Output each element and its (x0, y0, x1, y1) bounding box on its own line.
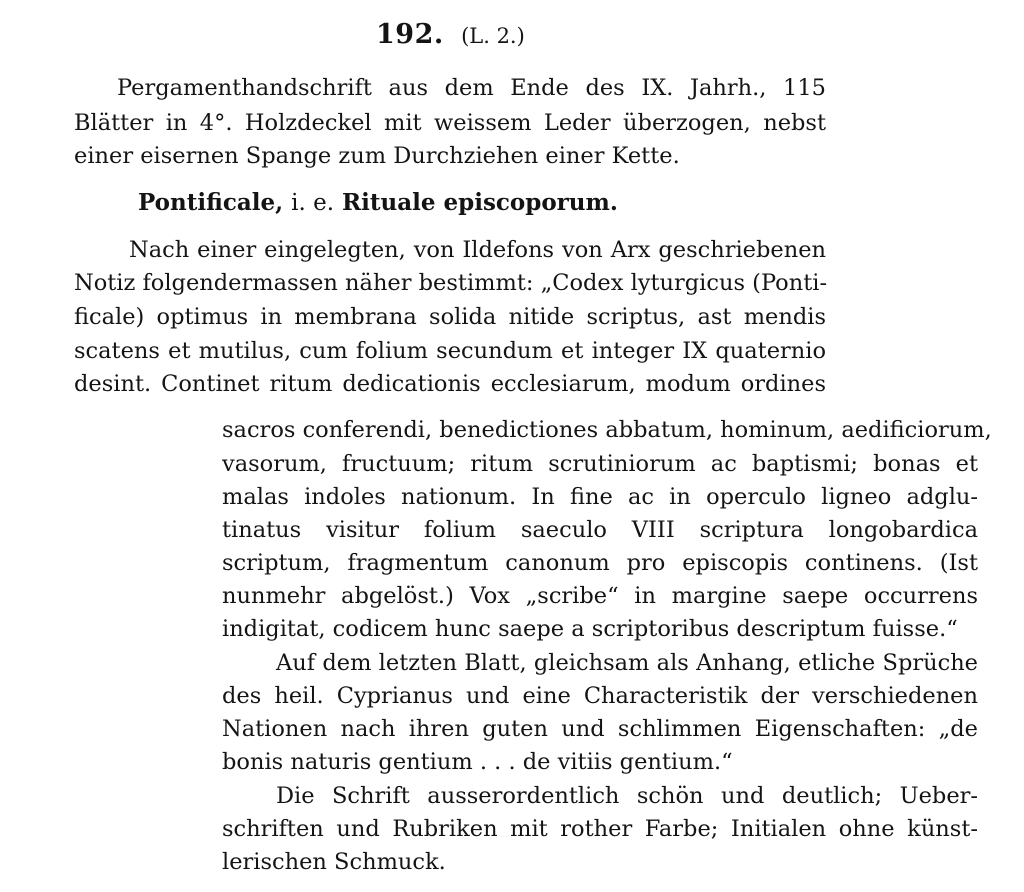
paragraph-line: Nach einer eingelegten, von Ildefons von Arx geschriebenen (129, 237, 826, 263)
paragraph-line: Notiz folgendermassen näher bestimmt: „Codex lyturgicus (Ponti- (74, 270, 828, 296)
paragraph-line: des heil. Cyprianus und eine Characteristik der verschiedenen (222, 683, 978, 709)
description-line: Blätter in 4°. Holzdeckel mit weissem Leder überzogen, nebst (74, 110, 826, 136)
paragraph-line: Die Schrift ausserordentlich schön und deutlich; Ueber- (276, 783, 978, 809)
paragraph-line: lerischen Schmuck. (222, 849, 446, 875)
paragraph-line: ficale) optimus in membrana solida nitide scriptus, ast mendis (74, 304, 826, 330)
paragraph-line: schriften und Rubriken mit rother Farbe; Initialen ohne künst- (222, 816, 978, 842)
paragraph-line: scatens et mutilus, cum folium secundum et integer IX quaternio (74, 338, 826, 364)
paragraph-line: sacros conferendi, benedictiones abbatum, hominum, aedificiorum, (222, 417, 992, 443)
manuscript-signature: (L. 2.) (461, 24, 525, 48)
description-line: Pergamenthandschrift aus dem Ende des IX. Jahrh., 115 (117, 75, 826, 101)
paragraph-line: desint. Continet ritum dedicationis ecclesiarum, modum ordines (74, 371, 826, 397)
title-part-2: Rituale episcoporum. (342, 189, 618, 216)
title-part-1: Pontificale, (138, 189, 284, 216)
paragraph-line: indigitat, codicem hunc saepe a scriptoribus descriptum fuisse.“ (222, 616, 958, 642)
paragraph-line: scriptum, fragmentum canonum pro episcopis continens. (Ist (222, 550, 978, 576)
paragraph-line: Auf dem letzten Blatt, gleichsam als Anhang, etliche Sprüche (276, 650, 978, 676)
page-heading (376, 18, 525, 53)
manuscript-number: 192. (376, 19, 444, 50)
paragraph-line: vasorum, fructuum; ritum scrutiniorum ac baptismi; bonas et (222, 451, 978, 477)
title-connector: i. e. (291, 190, 335, 216)
paragraph-line: bonis naturis gentium . . . de vitiis gentium.“ (222, 749, 733, 775)
paragraph-line: tinatus visitur folium saeculo VIII scriptura longobardica (222, 517, 978, 543)
paragraph-line: nunmehr abgelöst.) Vox „scribe“ in margine saepe occurrens (222, 583, 978, 609)
paragraph-line: Nationen nach ihren guten und schlimmen Eigenschaften: „de (222, 716, 978, 742)
description-line: einer eisernen Spange zum Durchziehen einer Kette. (74, 143, 680, 169)
paragraph-line: malas indoles nationum. In fine ac in operculo ligneo adglu- (222, 484, 978, 510)
work-title (138, 186, 618, 220)
